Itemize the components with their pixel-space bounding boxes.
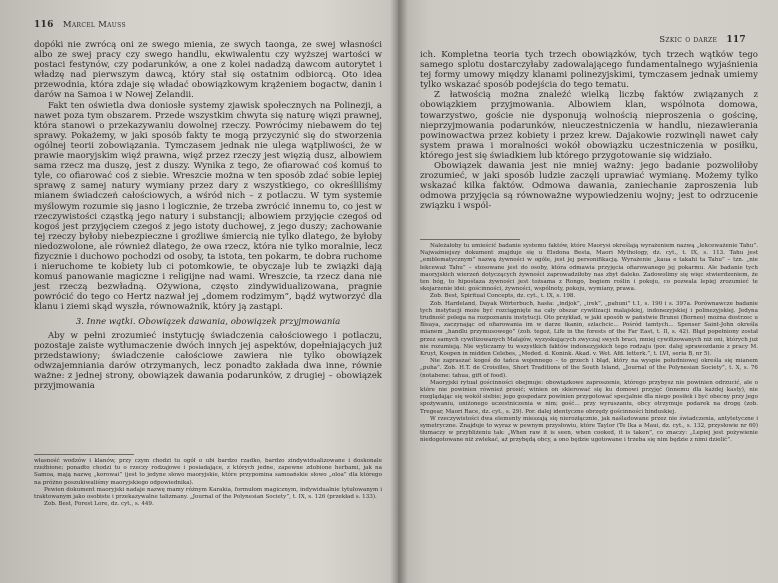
left-paragraph-1: dopóki nie zwrócą oni ze swego mienia, ze swych taonga, ze swej własności albo ze swej pracy czy swego handlu, ekwiwalentu czy wyższej wartości w postaci festynów, czy podarunków, a one z kolei nadadzą dawcom autorytet i władzę nad pierwszym dawcą, który stał się ostatnim odbiorcą. Oto idea przewodnia, która zdaje się władać obowiązkowym krążeniem bogactw, danin i darów na Samoa i w Nowej Zelandii.: [34, 40, 382, 101]
right-footnote-2: Zob. Best, Spiritual Concepts, dz. cyt., t. IX, s. 198.: [430, 293, 576, 300]
right-page: [398, 0, 778, 583]
left-footnote-rule: [34, 454, 134, 455]
right-paragraph-3: Obowiązek dawania jest nie mniej ważny: jego badanie pozwoliłoby zrozumieć, w jaki sposób ludzie zaczęli uprawiać wymianę. Możemy tylko wskazać kilka faktów. Odmowa dawania, zaniechanie zaproszenia lub odmowa przyjęcia są równoważne wypowiedzeniu wojny; jest to odrzucenie związku i wspól-: [420, 161, 758, 212]
left-footnote-1: własność wodzów i klanów, przy czym chodzi tu ogół o ubi bardzo rzadko, bardzo zindywidualizowane i doskonale rzeźbione; ponadto chodzi tu o rzeczy rodzajowe i posiadające, z których jedne, zapewne zdobione herbami, jak na Samoa, mają nazwę „korowai” (jest to jedyne słowo maoryjskie, które przypomina samoańskie słowo „oloa” dla którego na próżno poszukiwaliśmy maoryjskiego odpowiednika).: [34, 458, 382, 486]
right-main-text: [420, 50, 758, 212]
book-gutter-shadow: [390, 0, 408, 583]
right-footnote-5: Maoryjski rytuał gościnności obejmuje: obowiązkowe zaproszenie, którego przybysz nie powinien odrzucić, ale o które nie powinien również prosić; winien on skierować się ku domowi przyjęć (innemu dla każdej kasty), nie rozglądając się wokół siebie; jego gospodarz powinien przygotować specjalnie dla niego posiłek i być obecny przy jego spożywaniu, uniżonego uczestniczenia w nim; gość... przy wyruszaniu, obcy otrzymuje podarek na drogę (zob. Tregear, Maori Race, dz. cyt., s. 29). Por. dalej identyczne obrzędy gościnności hinduskiej.: [420, 379, 758, 415]
left-main-text: [34, 40, 382, 391]
right-footnote-3: Zob. Hardeland, Dayak Wörterbuch, hasła: „indjok”, „irek”, „pahuni” t.1, s. 190 i s. 397a. Porównawcze badanie tych instytucji może być rozciągnięte na cały obszar cywilizacji malajskiej, indonezyjskiej i polinezyjskiej. Jedyna trudność polega na rozpoznaniu instytucji. Oto przykład, w jaki sposób w państwie Brunei (Borneo) można dostrzec u Bisaya, zaczynając od ofiarowania im w darze tkanin, szlachcic... Pośród tamtych... Spenser Saint-John określa mianem „handlu przymusowego” (zob. tegoż, Life in the forests of the Far East, t. II, s. 42). Błąd popełniony został przez samych cywilizowanych Malajów, wyzyskujących zwyczaj swych braci, mniej cywilizowanych niż oni, których już nie rozumieją. Nie wyliczamy tu wszystkich faktów indonezyjskich tego rodzaju (por. dalej sprawozdanie z pracy M. Kruyt, Koopen in midden Celebes, „Meded. d. Konink. Akad. v. Wet. Afd. letterk.”, t. LVI, seria B, nr 5).: [420, 300, 758, 358]
left-running-title: Marcel Mauss: [62, 20, 126, 30]
right-running-head: [659, 35, 746, 45]
right-running-title: Szkic o darze: [659, 35, 718, 45]
left-footnote-3: Zob. Best, Forest Lore, dz. cyt., s. 449.: [44, 501, 154, 508]
left-running-head: [34, 20, 126, 30]
section-heading: 3. Inne wątki. Obowiązek dawania, obowiązek przyjmowania: [75, 316, 341, 327]
right-footnote-rule: [420, 239, 520, 240]
left-page-number: 116: [34, 20, 54, 30]
right-paragraph-1: ich. Kompletna teoria tych trzech obowiązków, tych trzech wątków tego samego splotu dostarczyłaby zadowalającego fundamentalnego wyjaśnienia tej formy umowy między klanami polinezyjskimi, tymczasem jednak umiemy tylko wskazać sposób podejścia do tego tematu.: [420, 50, 758, 91]
right-paragraph-2: Z łatwością można znaleźć wielką liczbę faktów związanych z obowiązkiem przyjmowania. Albowiem klan, wspólnota domowa, towarzystwo, goście nie dysponują wolnością nieproszenia o gościnę, nieprzyjmowania podarunków, nieuczestniczenia w handlu, niezawierania powinowactwa przez kobiety i przez krew. Dajakowie rozwinęli nawet cały system prawa i moralności wokół obowiązku uczestniczenia w posiłku, którego jest się świadkiem lub którego przygotowanie się widziało.: [420, 90, 758, 161]
right-page-number: 117: [726, 35, 746, 45]
right-footnote-4: Nie zapraszać kogoś do tańca wojennego – to grzech i błąd, który na wyspie południowej określa się mianem „puha”. Zob. H.T. de Croisilles, Short Traditions of the South Island, „Journal of the Polynesian Society”, t. X, s. 76 (notabene: tahua, gift of food).: [420, 358, 758, 379]
right-footnotes: [420, 243, 758, 445]
left-footnote-2: Pewien dokument maoryjski nadaje nazwę mamy różnym Karakia, formułom magicznym, indywidualnie tytułowanym i traktowanym jako osobiste i przekazywalne talizmany. „Journal of the Polynesian Society”, t. IX, s. 126 (przekład s. 133).: [34, 486, 382, 501]
left-section-paragraph: Aby w pełni zrozumieć instytucję świadczenia całościowego i potlaczu, pozostaje zaiste wytłumaczenie dwóch innych jej aspektów, dopełniających już przedstawiony; świadczenie całościowe zawiera nie tylko obowiązek odwzajemniania darów otrzymanych, lecz ponadto zakłada dwa inne, równie ważne: z jednej strony, obowiązek dawania podarunków, z drugiej – obowiązek przyjmowania: [34, 330, 382, 391]
left-footnotes: [34, 458, 382, 508]
left-paragraph-2: Fakt ten oświetla dwa doniosłe systemy zjawisk społecznych na Polinezji, a nawet poza tym obszarem. Przede wszystkim chwyta się naturę więzi prawnej, która stanowi o przekazywaniu dowolnej rzeczy. Powrócimy niebawem do tej sprawy. Pokażemy, w jaki sposób fakty te mogą przyczynić się do stworzenia ogólnej teorii zobowiązania. Tymczasem jednak nie ulega wątpliwości, że w prawie maoryjskim więź prawna, więź przez rzeczy jest więzią dusz, albowiem sama rzecz ma duszę, jest z duszy. Wynika z tego, że ofiarować coś komuś to tyle, co ofiarować coś z siebie. Wreszcie można w ten sposób zdać sobie lepiej sprawę z samej natury wymiany przez dary z wszystkiego, co określiliśmy mianem świadczeń całościowych, a wśród nich – z potlaczu. W tym systemie myślowym rozumie się jasno i logicznie, że trzeba zwrócić innemu to, co jest w rzeczywistości cząstką jego natury i substancji; albowiem przyjęcie czegoś od kogoś jest przyjęciem czegoś z jego istoty duchowej, z jego duszy; zachowanie tej rzeczy byłoby niebezpieczne i groźliwe śmiercią nie tylko dlatego, że byłoby niedozwolone, ale również dlatego, że owa rzecz, która nie tylko moralnie, lecz fizycznie i duchowo pochodzi od osoby, ta istota, ten pokarm, te dobra ruchome i nieruchome te kobiety lub ci potomkowie, te obyczaje lub te związki dają komuś panowanie magiczne i religijne nad wami. Wreszcie, ta rzecz dana nie jest rzeczą bezwładną. Ożywiona, często zindywidualizowana, pragnie powrócić do tego co Hertz nazwał jej „domem rodzimym”, bądź wytworzyć dla klanu i ziemi skąd wyszła, równoważnik, który ją zastąpi.: [34, 100, 382, 313]
right-footnote-1: Należałoby tu umieścić badanie systemu faktów, które Maorysi określają wyrażeniem nazwą „lekceważenie Tahu”. Najważniejszy dokument znajduje się u Elsdona Besta, Maori Mythology, dz. cyt., t. IX, s. 113. Tahu jest „emblematycznym” nazwą żywności w ogóle, jest jej personifikacją. Wyrażenie „kaua e takahi ta Tahu” – tzn. „nie lekceważ Tahu” – stosowane jest do osoby, która odmawia przyjęcia ofiarowanego jej pokarmu. Ale badanie tych maoryjskich wierzeń dotyczących żywności zaprowadziłoby nas zbyt daleko. Zadowolimy się więc stwierdzeniem, że ten bóg, to hipostaza żywności jest tożsama z Rongo, bogiem roślin i pokoju, co pozwala lepiej zrozumieć te skojarzenie idei: gościnności, żywności, wspólnoty, pokoju, wymiany, prawa.: [420, 243, 758, 293]
right-footnote-6: W rzeczywistości dwa elementy mieszają się nierozłącznie, jak naśladowane przez nie świadczenia, antytetyczne i symetryczne. Znajduje to wyraz w pewnym przysłowiu, które Taylor (Te Ika a Maui, dz. cyt., s. 132, przysłowie nr 60) tłumaczy w przybliżeniu tak: „When raw it is seen, when cooked, it is taken”, co znaczy: „Lepiej jest pożywienie niedogotowane niż zwlekać, aż przybędą obcy, a ono będzie ugotowane i trzeba się nim będzie z nimi dzielić”.: [420, 415, 758, 444]
